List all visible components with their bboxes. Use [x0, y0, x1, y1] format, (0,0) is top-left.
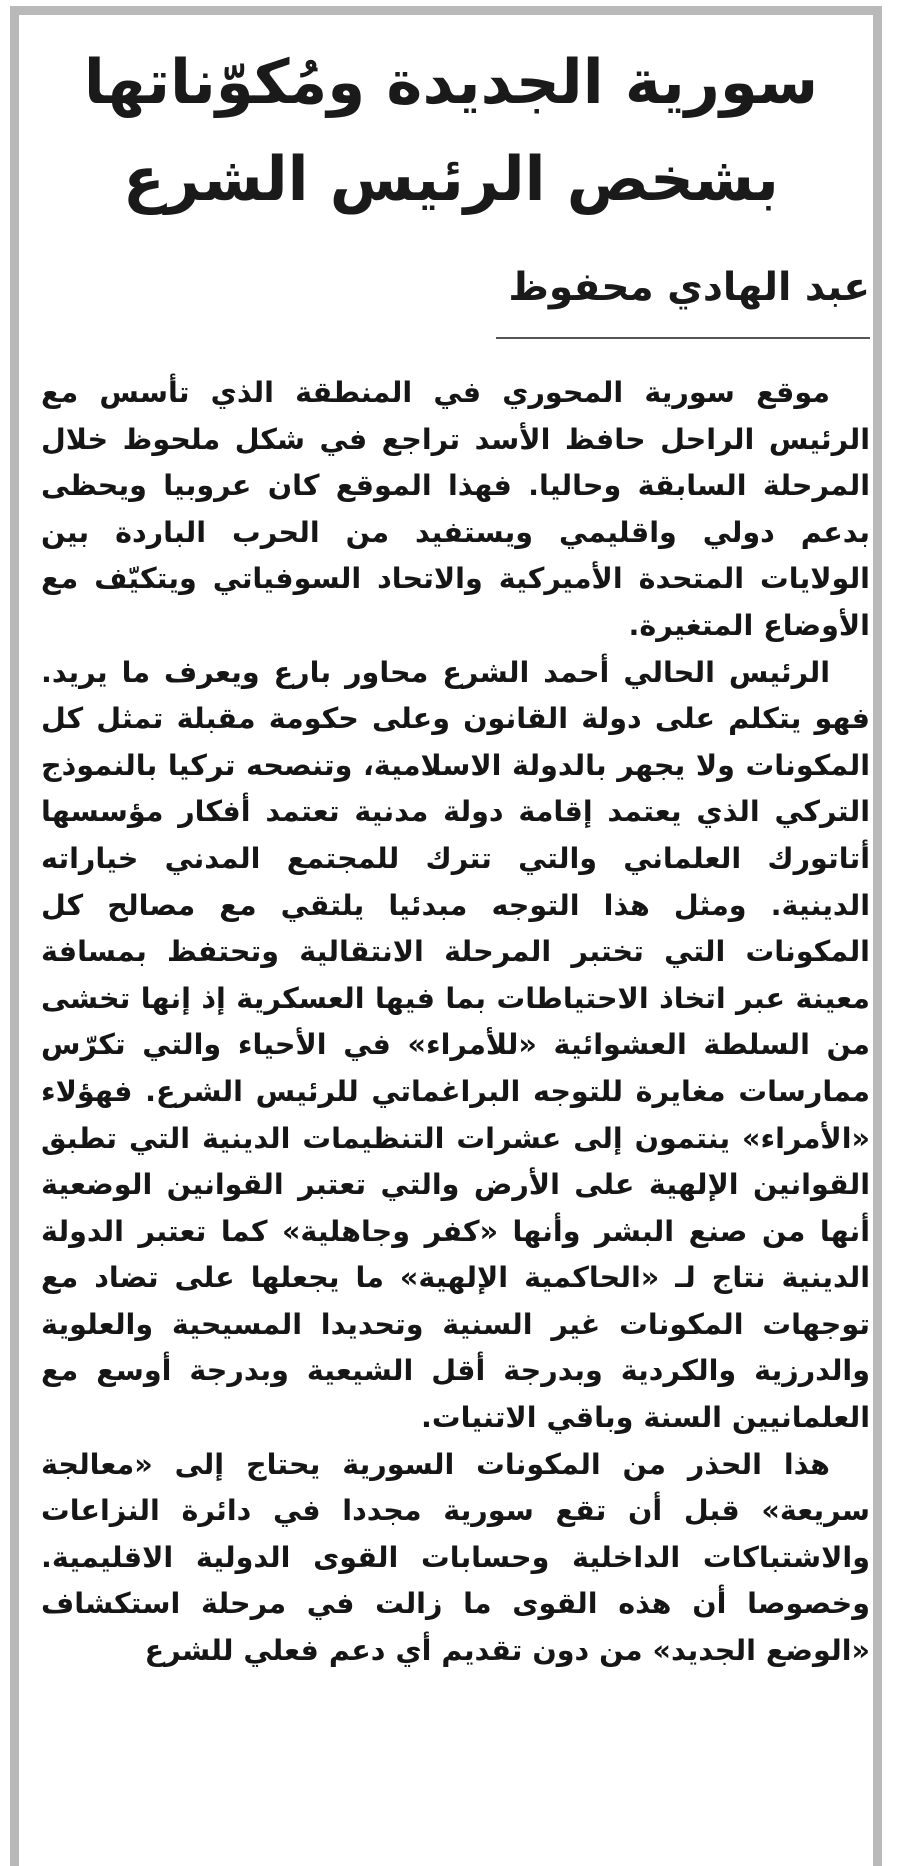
article-body — [41, 369, 870, 1674]
byline-underline — [496, 337, 870, 339]
headline-line-1: سورية الجديدة ومُكوّناتها — [83, 47, 819, 118]
paragraph-2: الرئيس الحالي أحمد الشرع محاور بارع ويعرف ما يريد. فهو يتكلم على دولة القانون وعلى حكومة مقبلة تمثل كل المكونات ولا يجهر بالدولة الاسلامية، وتنصحه تركيا بالنموذج التركي الذي يعتمد إقامة دولة مدنية تعتمد أفكار مؤسسها أتاتورك العلماني والتي تترك للمجتمع المدني خياراته الدينية. ومثل هذا التوجه مبدئيا يلتقي مع مصالح كل المكونات التي تختبر المرحلة الانتقالية وتحتفظ بمسافة معينة عبر اتخاذ الاحتياطات بما فيها العسكرية إذ إنها تخشى من السلطة العشوائية «للأمراء» في الأحياء والتي تكرّس ممارسات مغايرة للتوجه البراغماتي للرئيس الشرع. فهؤلاء «الأمراء» ينتمون إلى عشرات التنظيمات الدينية التي تطبق القوانين الإلهية على الأرض والتي تعتبر القوانين الوضعية أنها من صنع البشر وأنها «كفر وجاهلية» كما تعتبر الدولة الدينية نتاج لـ «الحاكمية الإلهية» ما يجعلها على تضاد مع توجهات المكونات غير السنية وتحديدا المسيحية والعلوية والدرزية والكردية وبدرجة أقل الشيعية وبدرجة أوسع مع العلمانيين السنة وباقي الاتنيات. — [41, 654, 870, 1435]
paragraph-3: هذا الحذر من المكونات السورية يحتاج إلى «معالجة سريعة» قبل أن تقع سورية مجددا في دائرة النزاعات والاشتباكات الداخلية وحسابات القوى الدولية الاقليمية. وخصوصا أن هذه القوى ما زالت في مرحلة استكشاف «الوضع الجديد» من دون تقديم أي دعم فعلي للشرع — [41, 1446, 870, 1668]
paragraph-1: موقع سورية المحوري في المنطقة الذي تأسس مع الرئيس الراحل حافظ الأسد تراجع في شكل ملحوظ خلال المرحلة السابقة وحاليا. فهذا الموقع كان عروبيا ويحظى بدعم دولي واقليمي ويستفيد من الحرب الباردة بين الولايات المتحدة الأميركية والاتحاد السوفياتي ويتكيّف مع الأوضاع المتغيرة. — [41, 375, 870, 642]
headline-line-2: بشخص الرئيس الشرع — [123, 144, 779, 215]
headline — [40, 34, 862, 228]
author-byline: عبد الهادي محفوظ — [508, 265, 870, 310]
